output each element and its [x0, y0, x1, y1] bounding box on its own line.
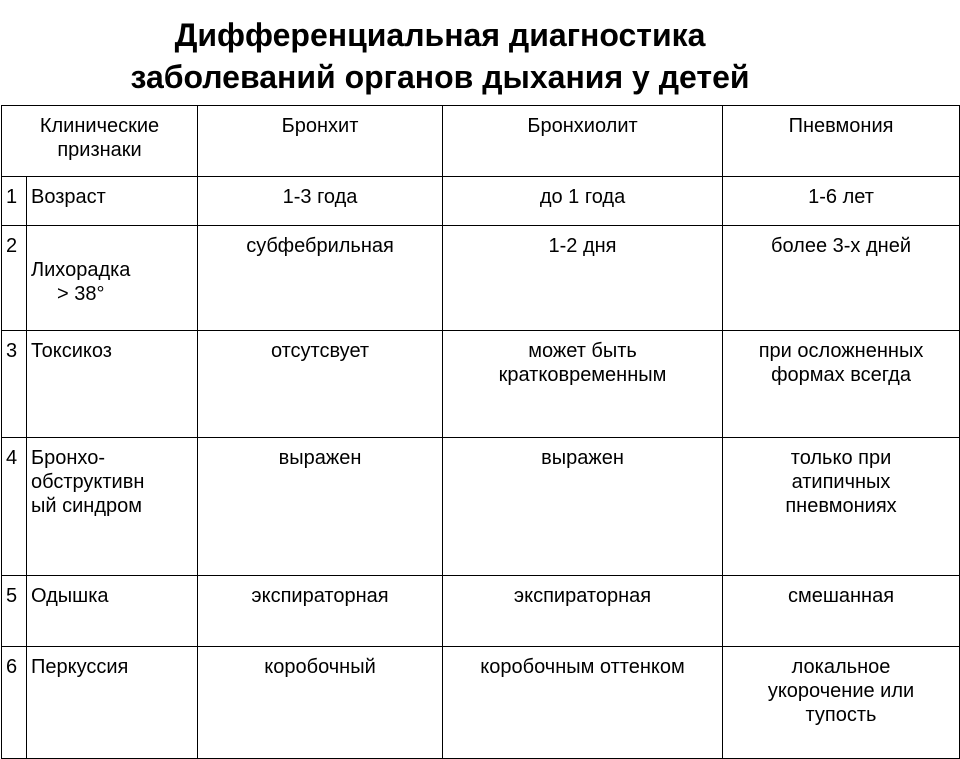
cell-pneumonia: локальное укорочение или тупость — [723, 647, 960, 759]
row-feature — [27, 226, 198, 331]
cell-bronchiolitis: выражен — [443, 438, 723, 576]
row-number: 2 — [2, 226, 27, 331]
row-feature: Одышка — [27, 576, 198, 647]
cell-pneumonia: более 3-х дней — [723, 226, 960, 331]
page-title — [0, 14, 880, 98]
cell-bronchitis: субфебрильная — [198, 226, 443, 331]
cell-bronchitis: экспираторная — [198, 576, 443, 647]
cell-bronchiolitis: коробочным оттенком — [443, 647, 723, 759]
cell-bronchitis: выражен — [198, 438, 443, 576]
table-row — [2, 177, 960, 226]
cell-bronchitis: коробочный — [198, 647, 443, 759]
table-row — [2, 331, 960, 438]
row-number: 3 — [2, 331, 27, 438]
table-header-row — [2, 106, 960, 177]
cell-pneumonia: 1-6 лет — [723, 177, 960, 226]
row-feature-extra: > 38° — [57, 283, 105, 305]
table-row — [2, 226, 960, 331]
cell-pneumonia: при осложненных формах всегда — [723, 331, 960, 438]
title-line-2: заболеваний органов дыхания у детей — [130, 59, 750, 95]
cell-bronchiolitis: экспираторная — [443, 576, 723, 647]
row-feature-label: Лихорадка — [31, 259, 131, 281]
table-row — [2, 438, 960, 576]
row-number: 4 — [2, 438, 27, 576]
cell-bronchitis: 1-3 года — [198, 177, 443, 226]
row-number: 5 — [2, 576, 27, 647]
cell-pneumonia: смешанная — [723, 576, 960, 647]
title-line-1: Дифференциальная диагностика — [174, 17, 706, 53]
cell-bronchiolitis: до 1 года — [443, 177, 723, 226]
row-feature: Бронхо- обструктивн ый синдром — [27, 438, 198, 576]
row-feature: Перкуссия — [27, 647, 198, 759]
header-bronchitis: Бронхит — [198, 106, 443, 177]
diagnosis-table — [1, 105, 960, 759]
row-number: 6 — [2, 647, 27, 759]
table-row — [2, 576, 960, 647]
row-feature: Токсикоз — [27, 331, 198, 438]
row-number: 1 — [2, 177, 27, 226]
header-bronchiolitis: Бронхиолит — [443, 106, 723, 177]
cell-bronchitis: отсутсвует — [198, 331, 443, 438]
table-row — [2, 647, 960, 759]
cell-bronchiolitis: 1-2 дня — [443, 226, 723, 331]
cell-bronchiolitis: может быть кратковременным — [443, 331, 723, 438]
cell-pneumonia: только при атипичных пневмониях — [723, 438, 960, 576]
header-clinical-signs: Клинические признаки — [2, 106, 198, 177]
row-feature: Возраст — [27, 177, 198, 226]
header-pneumonia: Пневмония — [723, 106, 960, 177]
